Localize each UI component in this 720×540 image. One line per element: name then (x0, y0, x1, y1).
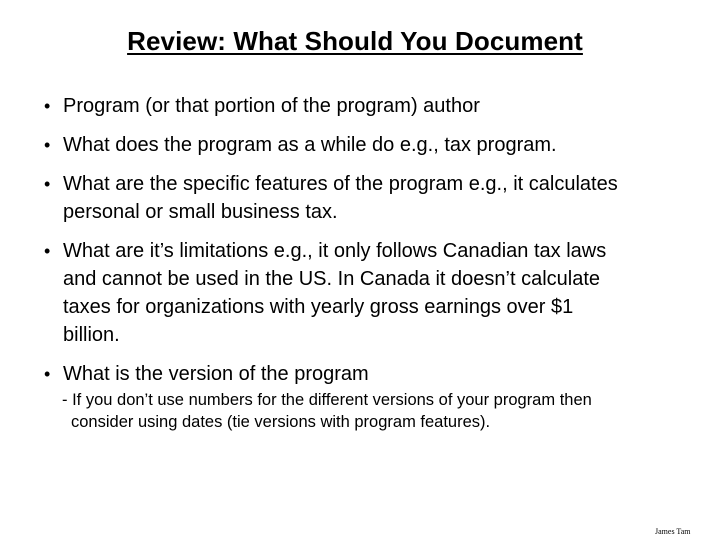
bullet-item-purpose (44, 131, 694, 159)
bullet-icon: • (44, 135, 51, 155)
bullet-text-line: taxes for organizations with yearly gross earnings over $1 (63, 296, 574, 318)
bullet-text: Program (or that portion of the program) author (63, 95, 480, 117)
bullet-text: What is the version of the program (63, 363, 369, 385)
bullet-item-limitations (44, 237, 694, 349)
bullet-icon: • (44, 364, 51, 384)
slide-title: Review: What Should You Document (127, 26, 583, 56)
bullet-text: What does the program as a while do e.g., tax program. (63, 134, 557, 156)
bullet-item-author (44, 92, 694, 120)
bullet-item-features (44, 170, 694, 226)
bullet-text-line: What are it’s limitations e.g., it only follows Canadian tax laws (63, 240, 607, 262)
bullet-text-line: and cannot be used in the US. In Canada it doesn’t calculate (63, 268, 601, 290)
footer-author: James Tam (655, 527, 691, 536)
bullet-icon: • (44, 174, 51, 194)
bullet-text-line: personal or small business tax. (63, 201, 338, 223)
sub-bullet-line: - If you don’t use numbers for the different versions of your program then (62, 391, 592, 409)
sub-bullet-line: consider using dates (tie versions with program features). (71, 413, 491, 431)
sub-bullet (62, 389, 692, 433)
bullet-icon: • (44, 96, 51, 116)
bullet-text-line: What are the specific features of the program e.g., it calculates (63, 173, 618, 195)
bullet-list (44, 92, 694, 399)
bullet-item-version (44, 360, 694, 388)
bullet-text-line: billion. (63, 324, 120, 346)
bullet-icon: • (44, 241, 51, 261)
